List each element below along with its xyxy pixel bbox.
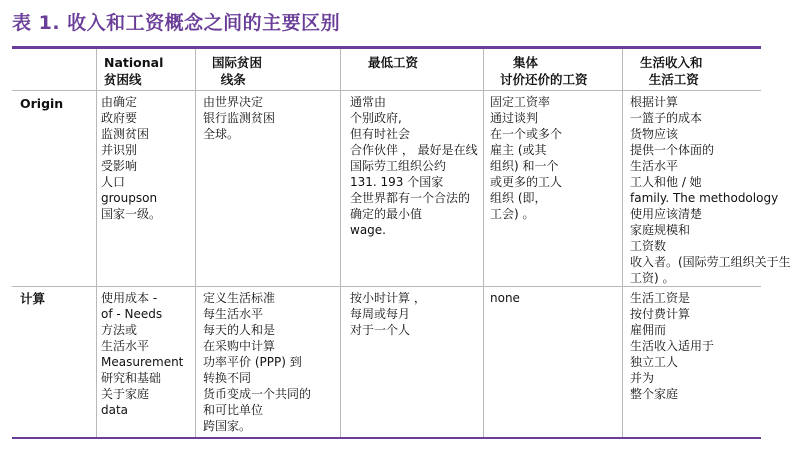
- cell-origin-international: 由世界决定 银行监测贫困 全球。: [203, 95, 276, 141]
- row-label-calculation: 计算: [20, 291, 46, 306]
- column-divider: [340, 49, 341, 437]
- row-label-origin: Origin: [20, 96, 64, 111]
- cell-origin-national: 由确定 政府要 监测贫困 并识别 受影响 人口 groupson 国家一级。: [101, 95, 162, 221]
- cell-origin-minimum-wage: 通常由 个别政府, 但有时社会 合作伙伴 ， 最好是在线 国际劳工组织公约 131. 193 个国家 全世界都有一个合法的 确定的最小值 wage.: [350, 95, 478, 237]
- header-living-income-wage: 生活收入和 生活工资: [640, 55, 703, 87]
- cell-origin-collective: 固定工资率 通过谈判 在一个或多个 雇主 (或其 组织) 和一个 或更多的工人 组织 (即， 工会) 。: [490, 95, 563, 221]
- column-divider: [622, 49, 623, 437]
- header-minimum-wage: 最低工资: [368, 55, 419, 70]
- cell-calc-living: 生活工资是 按付费计算 雇佣而 生活收入适用于 独立工人 并为 整个家庭: [630, 291, 715, 401]
- bottom-rule: [12, 437, 761, 439]
- header-collective-bargaining-wage: 集体 讨价还价的工资: [500, 55, 588, 87]
- header-national-poverty-line: National 贫困线: [104, 55, 164, 87]
- header-divider: [12, 90, 761, 91]
- top-rule: [12, 46, 761, 49]
- column-divider: [483, 49, 484, 437]
- cell-calc-minimum-wage: 按小时计算 ， 每周或每月 对于一个人: [350, 291, 426, 337]
- header-international-poverty-line: 国际贫困 线条: [212, 55, 263, 87]
- cell-calc-international: 定义生活标准 每生活水平 每天的人和是 在采购中计算 功率平价 (PPP) 到 转换不同 货币变成一个共同的 和可比单位 跨国家。: [203, 291, 312, 433]
- column-divider: [195, 49, 196, 437]
- table-title: 表 1. 收入和工资概念之间的主要区别: [12, 12, 341, 34]
- cell-calc-national: 使用成本 - of - Needs 方法或 生活水平 Measurement 研究和基础 关于家庭 data: [101, 291, 184, 417]
- cell-calc-collective: none: [490, 291, 520, 305]
- cell-origin-living: 根据计算 一篮子的成本 货物应该 提供一个体面的 生活水平 工人和他 / 她 family. The methodology 使用应该清楚 家庭规模和 工资数 收入者。(国际劳工组织关于生 工资) 。: [630, 95, 791, 285]
- row-divider: [12, 286, 761, 287]
- column-divider: [96, 49, 97, 437]
